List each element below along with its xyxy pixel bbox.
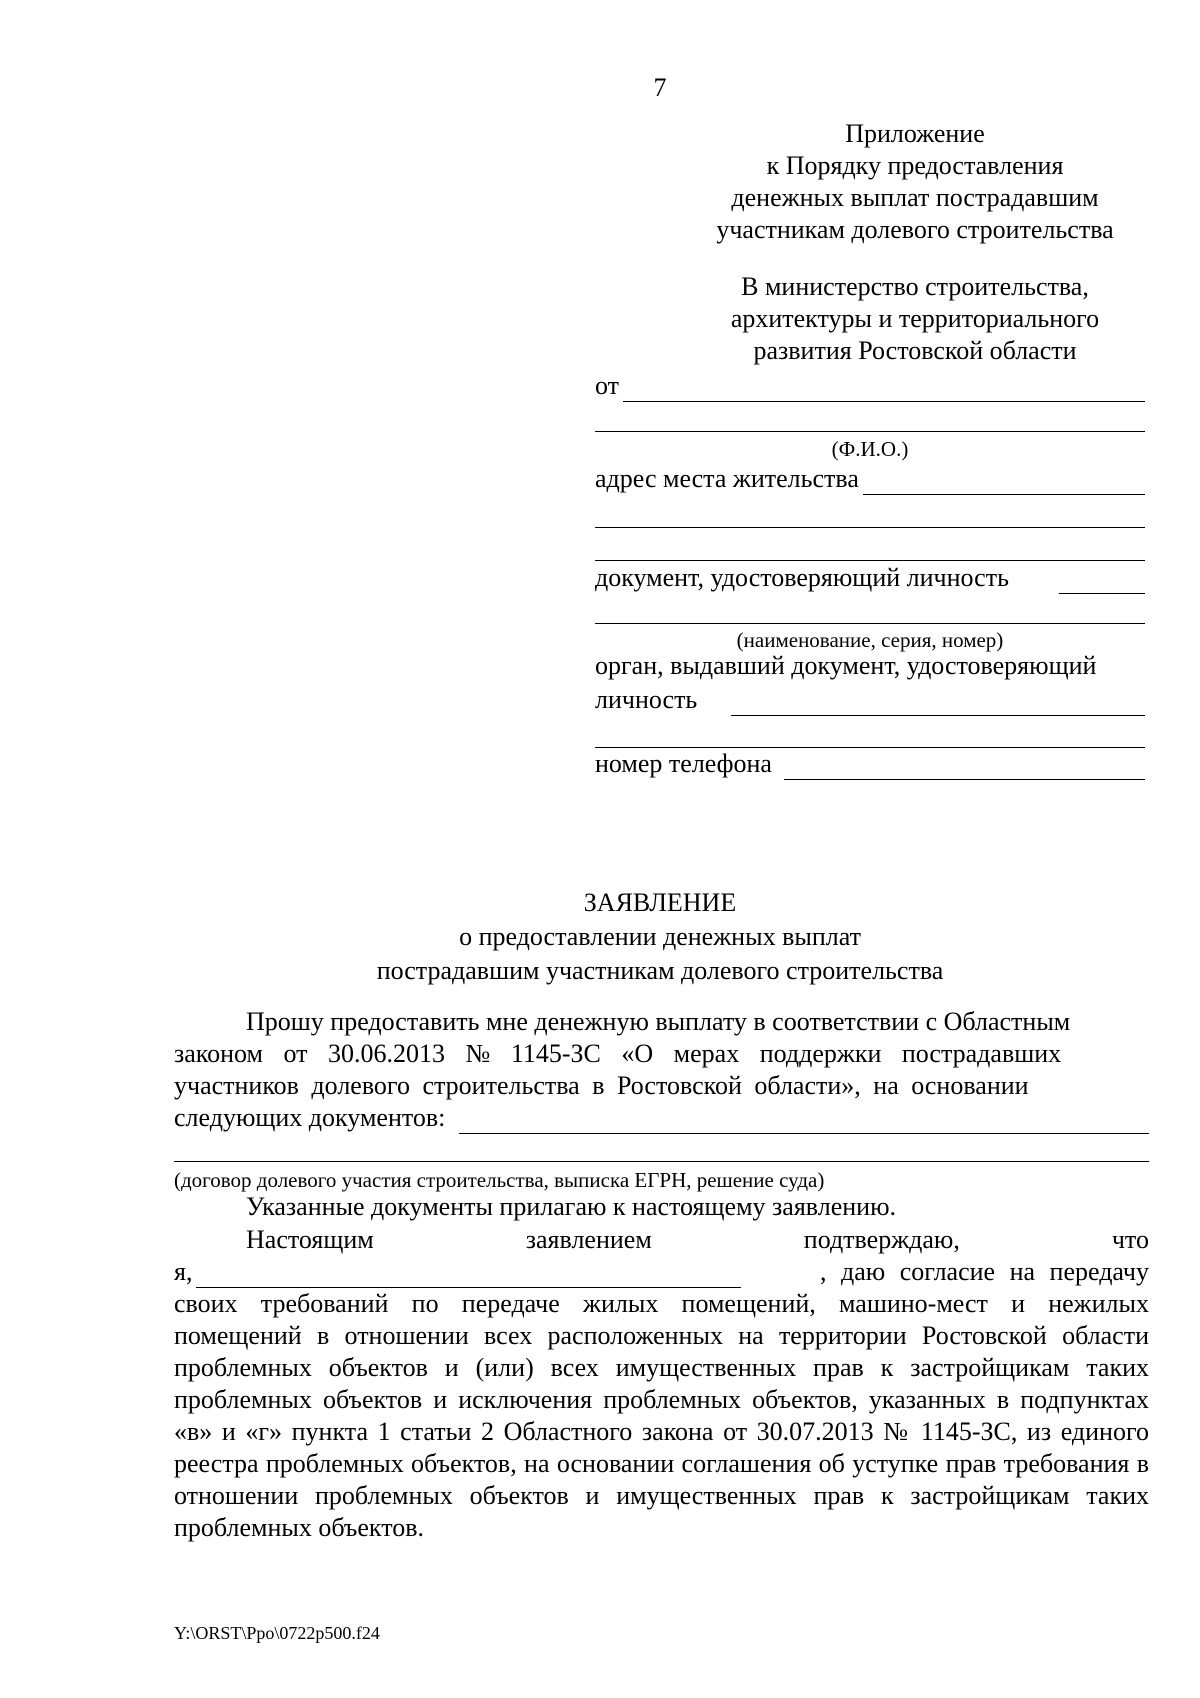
addressee-line: развития Ростовской области (753, 336, 1077, 365)
consent-name-row (174, 1256, 1149, 1288)
request-paragraph (174, 1006, 1149, 1134)
consent-start: я, (174, 1257, 193, 1286)
id-doc-hint: (наименование, серия, номер) (736, 628, 1004, 652)
annex-line: Приложение (845, 119, 985, 148)
paragraph-line (174, 1038, 1149, 1070)
issuer-label: личность (595, 685, 698, 714)
statement-title (0, 886, 1200, 988)
documents-fill-line[interactable] (459, 1109, 1149, 1134)
phone-field-row (595, 748, 1145, 780)
paragraph-word: Настоящим (246, 1225, 374, 1254)
page-number: 7 (653, 73, 667, 102)
address-field-row (595, 463, 1145, 495)
address-extra-line-2[interactable] (595, 559, 1145, 561)
paragraph-word: заявлением (525, 1225, 652, 1254)
consent-end: , даю согласие на передачу (820, 1257, 1149, 1286)
paragraph-word: подтверждаю, (803, 1225, 960, 1254)
phone-fill-line[interactable] (784, 755, 1145, 780)
id-doc-fill-line[interactable] (1059, 569, 1145, 594)
documents-field-row (174, 1102, 1149, 1134)
paragraph-line-text: участников долевого строительства в Ростовской области», на основании (174, 1071, 1029, 1100)
id-doc-label: документ, удостоверяющий личность (595, 563, 1009, 592)
attachment-paragraph (174, 1191, 1149, 1223)
address-extra-line-1[interactable] (595, 526, 1145, 528)
addressee-line: В министерство строительства, (741, 272, 1089, 301)
addressee-block (700, 271, 1130, 367)
documents-label: следующих документов: (174, 1103, 446, 1132)
annex-line: денежных выплат пострадавшим (731, 183, 1099, 212)
consent-name-fill-line[interactable] (196, 1265, 741, 1288)
statement-subtitle: о предоставлении денежных выплат (459, 922, 861, 951)
from-label: от (595, 371, 620, 400)
paragraph-line-text: законом от 30.06.2013 № 1145-ЗС «О мерах поддержки пострадавших (174, 1039, 1062, 1068)
consent-body: своих требований по передаче жилых помещений, машино-мест и нежилых помещений в отношении всех расположенных на территории Ростовской области проблемных объектов и (или) всех имущественных прав к застройщикам таких проблемных объектов и исключения проблемных объектов, указанных в подпунктах «в» и «г» пункта 1 статьи 2 Областного закона от 30.07.2013 № 1145-ЗС, из единого реестра проблемных объектов, на основании соглашения об уступке прав требования в отношении проблемных объектов и имущественных прав к застройщикам таких проблемных объектов. (174, 1289, 1149, 1542)
documents-hint: (договор долевого участия строительства, выписка ЕГРН, решение суда) (174, 1168, 825, 1192)
paragraph-line: Прошу предоставить мне денежную выплату в соответствии с Областным (246, 1007, 1071, 1036)
issuer-field-row (595, 684, 1145, 716)
fio-hint: (Ф.И.О.) (831, 437, 909, 461)
id-doc-extra-line[interactable] (595, 622, 1145, 624)
id-doc-field-row (595, 562, 1145, 594)
paragraph-line (174, 1070, 1149, 1102)
addressee-line: архитектуры и территориального (730, 304, 1100, 333)
paragraph-word: что (1111, 1225, 1149, 1254)
issuer-fill-line[interactable] (731, 691, 1145, 716)
documents-extra-line[interactable] (174, 1160, 1149, 1162)
phone-label: номер телефона (595, 749, 772, 778)
from-field-row (595, 370, 1145, 402)
from-extra-line[interactable] (595, 430, 1145, 432)
address-label: адрес места жительства (595, 464, 859, 493)
paragraph-line (174, 1224, 1149, 1256)
paragraph-line: Указанные документы прилагаю к настоящему заявлению. (246, 1192, 896, 1221)
statement-subtitle: пострадавшим участникам долевого строительства (376, 956, 944, 985)
address-fill-line[interactable] (863, 470, 1145, 495)
consent-paragraph (174, 1224, 1149, 1544)
from-fill-line[interactable] (623, 377, 1145, 402)
annex-header (700, 118, 1130, 246)
annex-line: участникам долевого строительства (716, 215, 1114, 244)
statement-heading: ЗАЯВЛЕНИЕ (583, 888, 737, 917)
annex-line: к Порядку предоставления (766, 151, 1064, 180)
issuer-label-line1: орган, выдавший документ, удостоверяющий (595, 651, 1097, 680)
file-path-footer: Y:\ORST\Ppo\0722p500.f24 (174, 1623, 380, 1643)
